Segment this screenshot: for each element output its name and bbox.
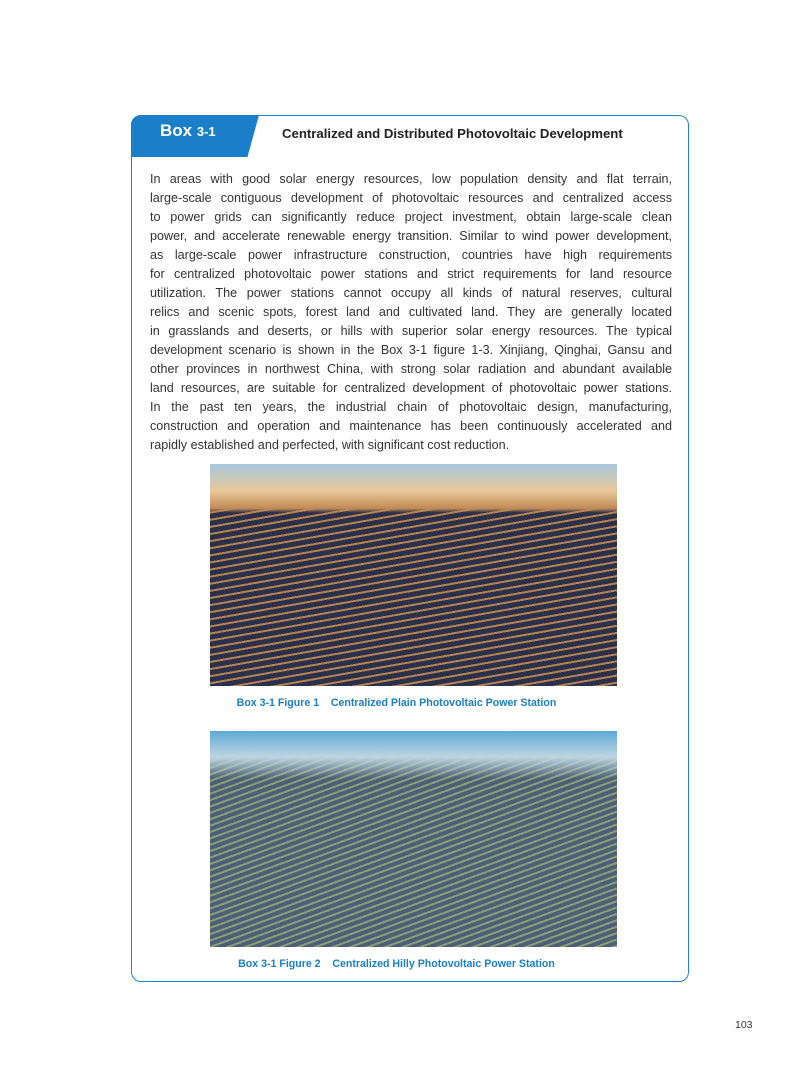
paragraph-line: large-scale contiguous development of photovoltaic resources and centralized access xyxy=(150,191,672,205)
box-title: Centralized and Distributed Photovoltaic Development xyxy=(282,126,623,141)
paragraph-line: utilization. The power stations cannot occupy all kinds of natural reserves, cultural xyxy=(150,286,672,300)
paragraph-line: power, and accelerate renewable energy transition. Similar to wind power development, xyxy=(150,229,672,243)
paragraph-line: land resources, are suitable for centralized development of photovoltaic power stations. xyxy=(150,381,672,395)
box-paragraph xyxy=(150,170,672,455)
paragraph-line: rapidly established and perfected, with significant cost reduction. xyxy=(150,438,510,452)
figure-1-caption: Box 3-1 Figure 1 Centralized Plain Photovoltaic Power Station xyxy=(236,697,557,709)
box-label-text: Box xyxy=(160,121,193,140)
paragraph-line: construction and operation and maintenance has been continuously accelerated and xyxy=(150,419,672,433)
paragraph-line: In the past ten years, the industrial chain of photovoltaic design, manufacturing, xyxy=(150,400,672,414)
figure-2-caption: Box 3-1 Figure 2 Centralized Hilly Photovoltaic Power Station xyxy=(238,958,555,970)
paragraph-line: development scenario is shown in the Box 3-1 figure 1-3. Xinjiang, Qinghai, Gansu and xyxy=(150,343,672,357)
hilly-pv-station-photo xyxy=(210,731,617,947)
paragraph-line: in grasslands and deserts, or hills with superior solar energy resources. The typical xyxy=(150,324,672,338)
paragraph-line: for centralized photovoltaic power stations and strict requirements for land resource xyxy=(150,267,672,281)
paragraph-line: as large-scale power infrastructure construction, countries have high requirements xyxy=(150,248,672,262)
paragraph-line: other provinces in northwest China, with strong solar radiation and abundant available xyxy=(150,362,672,376)
plain-pv-station-photo xyxy=(210,464,617,686)
box-label xyxy=(160,121,216,141)
box-number: 3-1 xyxy=(196,124,216,139)
page-number: 103 xyxy=(735,1019,753,1031)
paragraph-line: to power grids can significantly reduce project investment, obtain large-scale clean xyxy=(150,210,672,224)
paragraph-line: relics and scenic spots, forest land and cultivated land. They are generally located xyxy=(150,305,672,319)
paragraph-line: In areas with good solar energy resources, low population density and flat terrain, xyxy=(150,172,672,186)
